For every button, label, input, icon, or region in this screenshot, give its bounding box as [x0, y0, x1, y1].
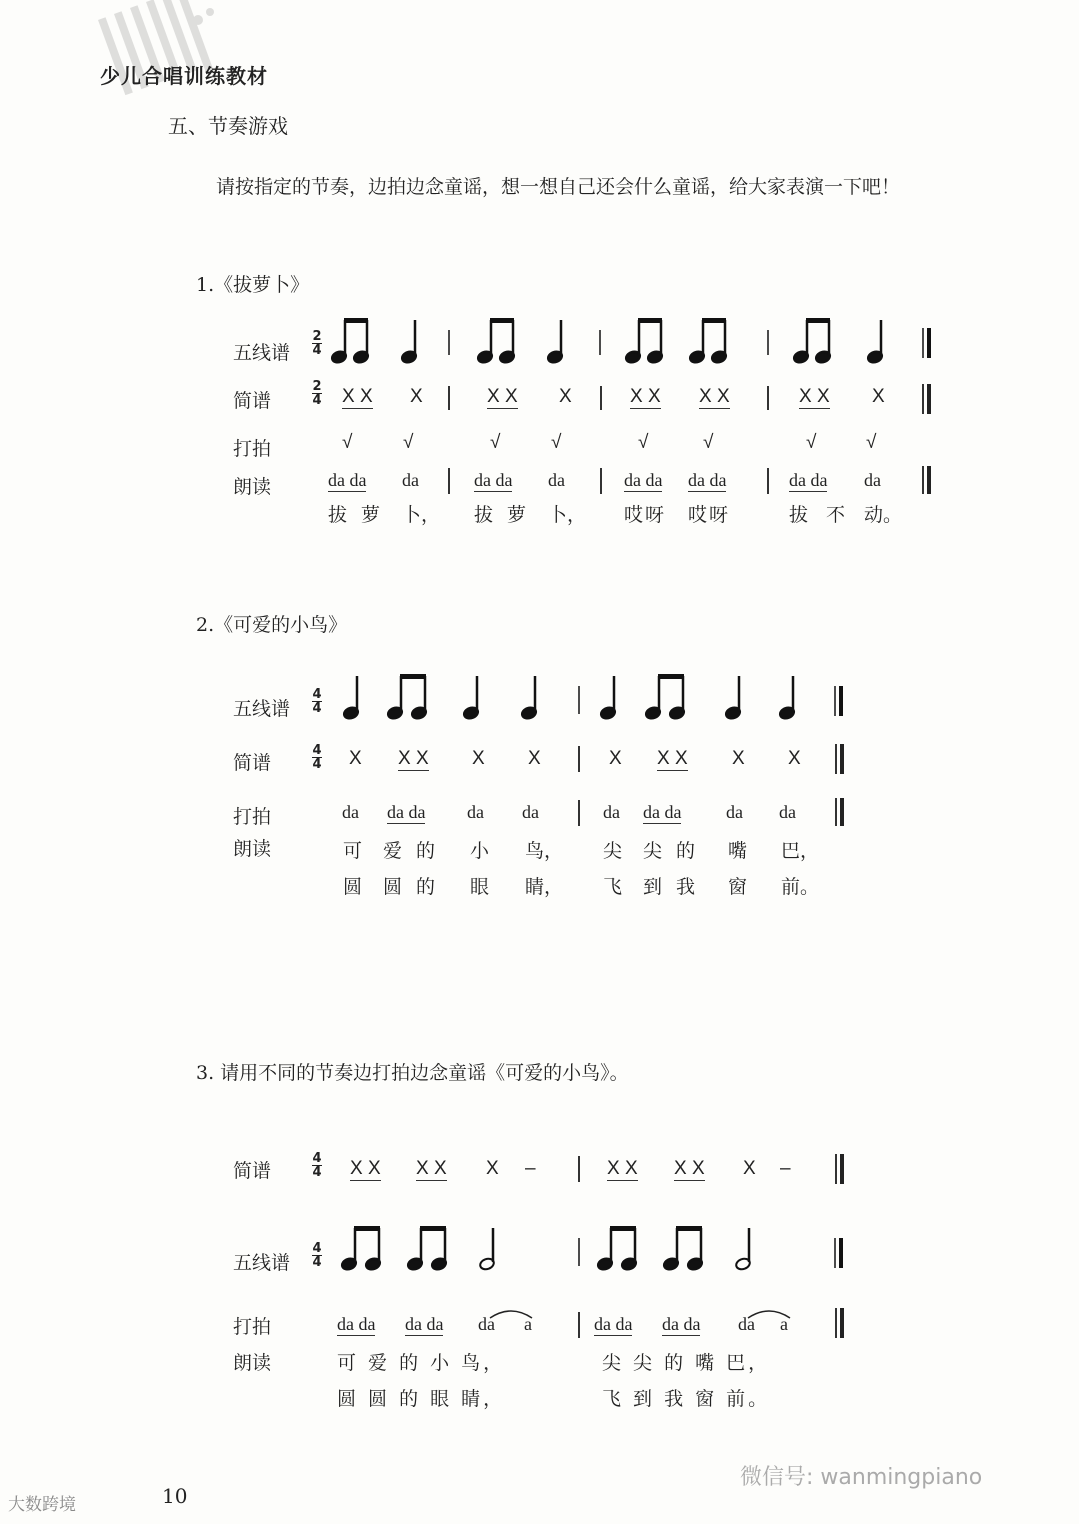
lyric-line: 尖 尖 的 嘴 巴，	[602, 1352, 771, 1374]
jianpu-note: X	[410, 386, 423, 407]
final-barline	[840, 798, 844, 826]
lyric-line: 飞 到 我 窗 前。	[602, 1388, 771, 1410]
syllable: da	[402, 470, 419, 490]
jianpu-note: X	[486, 1158, 499, 1179]
lyric: 可	[343, 840, 363, 862]
page-number: 10	[162, 1484, 188, 1508]
barline	[600, 386, 602, 410]
label-read: 朗读	[233, 1352, 272, 1374]
time-signature: 2 4	[312, 329, 322, 358]
lyric: 尖 的	[643, 840, 700, 862]
jianpu-note: –	[525, 1158, 536, 1179]
syllable: da	[548, 470, 565, 490]
time-signature: 4 4	[312, 687, 322, 716]
barline	[922, 466, 924, 494]
barline	[448, 386, 450, 410]
jianpu-note: X	[788, 748, 801, 769]
syllable: da	[864, 470, 881, 490]
syllable: da	[522, 802, 539, 822]
jianpu-note: X	[872, 386, 885, 407]
jianpu-note: X X	[398, 748, 429, 769]
syllable: a	[524, 1314, 532, 1334]
label-staff: 五线谱	[233, 1252, 291, 1274]
label-read: 朗读	[233, 838, 272, 860]
lyric: 小	[470, 840, 490, 862]
lyric: 睛，	[525, 876, 564, 898]
time-signature: 2 4	[312, 379, 322, 408]
lyric: 巴，	[781, 840, 820, 862]
final-barline	[840, 744, 844, 774]
beat-mark: √	[342, 432, 353, 453]
final-barline	[840, 1308, 844, 1338]
barline	[578, 746, 580, 772]
barline	[578, 800, 580, 826]
time-signature: 4 4	[312, 743, 322, 772]
syllable: da da	[624, 470, 663, 490]
exercise-2-title: 2.《可爱的小鸟》	[196, 614, 348, 636]
syllable: da da	[405, 1314, 444, 1334]
syllable: da	[342, 802, 359, 822]
lyric: 窗	[728, 876, 748, 898]
lyric: 嘴	[728, 840, 748, 862]
syllable: da	[603, 802, 620, 822]
tie-arc	[488, 1306, 534, 1320]
barline	[835, 744, 837, 774]
lyric: 前。	[781, 876, 820, 898]
label-staff: 五线谱	[233, 342, 291, 364]
jianpu-note: X X	[487, 386, 518, 407]
jianpu-note: X X	[607, 1158, 638, 1179]
jianpu-note: X X	[674, 1158, 705, 1179]
lyric: 哎呀	[688, 504, 731, 526]
syllable: da da	[328, 470, 367, 490]
jianpu-note: X X	[630, 386, 661, 407]
watermark-right: 微信号: wanmingpiano	[740, 1465, 983, 1490]
barline	[578, 1156, 580, 1182]
syllable: da	[478, 1314, 495, 1334]
label-beat: 打拍	[233, 438, 272, 460]
barline	[578, 1312, 580, 1338]
lyric: 圆 的	[383, 876, 440, 898]
lyric-line: 可 爱 的 小 鸟，	[337, 1352, 506, 1374]
section-title: 五、节奏游戏	[168, 114, 288, 138]
watermark-left: 大数跨境	[8, 1495, 76, 1515]
final-barline	[840, 1154, 844, 1184]
lyric: 哎呀	[624, 504, 667, 526]
jianpu-note: X	[609, 748, 622, 769]
barline	[835, 1308, 837, 1338]
jianpu-note: X	[743, 1158, 756, 1179]
jianpu-note: X X	[416, 1158, 447, 1179]
lyric: 卜，	[548, 504, 587, 526]
barline	[835, 1154, 837, 1184]
lyric: 爱 的	[383, 840, 440, 862]
jianpu-note: X	[472, 748, 485, 769]
beat-mark: √	[806, 432, 817, 453]
exercise-1-title: 1.《拔萝卜》	[196, 274, 310, 296]
barline	[767, 468, 769, 494]
lyric: 尖	[603, 840, 623, 862]
beat-mark: √	[403, 432, 414, 453]
beat-mark: √	[866, 432, 877, 453]
syllable: da	[467, 802, 484, 822]
syllable: da da	[662, 1314, 701, 1334]
lyric-line: 圆 圆 的 眼 睛，	[337, 1388, 506, 1410]
label-beat: 打拍	[233, 806, 272, 828]
jianpu-note: X X	[342, 386, 373, 407]
rhythm-notes-ex2	[335, 668, 855, 728]
time-signature: 4 4	[312, 1151, 322, 1180]
jianpu-note: X	[559, 386, 572, 407]
barline	[600, 468, 602, 494]
syllable: da	[779, 802, 796, 822]
syllable: da da	[643, 802, 682, 822]
time-signature: 4 4	[312, 1241, 322, 1270]
beat-mark: √	[638, 432, 649, 453]
rhythm-notes-ex3	[335, 1222, 855, 1282]
beat-mark: √	[490, 432, 501, 453]
syllable: da da	[337, 1314, 376, 1334]
lyric: 拔 萝	[474, 504, 531, 526]
lyric: 动。	[864, 504, 903, 526]
exercise-3-title: 3. 请用不同的节奏边打拍边念童谣《可爱的小鸟》。	[196, 1062, 629, 1084]
syllable: da da	[594, 1314, 633, 1334]
label-read: 朗读	[233, 476, 272, 498]
lyric: 圆	[343, 876, 363, 898]
jianpu-note: –	[780, 1158, 791, 1179]
label-staff: 五线谱	[233, 698, 291, 720]
instruction-text: 请按指定的节奏，边拍边念童谣，想一想自己还会什么童谣，给大家表演一下吧！	[216, 176, 901, 198]
label-jianpu: 简谱	[233, 752, 272, 774]
lyric: 拔 萝	[328, 504, 385, 526]
barline	[922, 384, 924, 414]
barline	[767, 386, 769, 410]
lyric: 拔 不	[789, 504, 852, 526]
lyric: 到 我	[643, 876, 700, 898]
tie-arc	[746, 1306, 792, 1320]
label-jianpu: 简谱	[233, 390, 272, 412]
syllable: da da	[474, 470, 513, 490]
beat-mark: √	[703, 432, 714, 453]
label-jianpu: 简谱	[233, 1160, 272, 1182]
jianpu-note: X X	[657, 748, 688, 769]
rhythm-notes-ex1	[325, 310, 945, 370]
piano-keys-decoration	[88, 0, 223, 118]
label-beat: 打拍	[233, 1316, 272, 1338]
syllable: da	[738, 1314, 755, 1334]
book-title: 少儿合唱训练教材	[100, 64, 268, 88]
syllable: da da	[688, 470, 727, 490]
beat-mark: √	[551, 432, 562, 453]
lyric: 眼	[470, 876, 490, 898]
jianpu-note: X X	[699, 386, 730, 407]
barline	[448, 468, 450, 494]
jianpu-note: X	[732, 748, 745, 769]
lyric: 卜，	[402, 504, 441, 526]
lyric: 鸟，	[525, 840, 564, 862]
jianpu-note: X	[349, 748, 362, 769]
jianpu-note: X X	[799, 386, 830, 407]
jianpu-note: X	[528, 748, 541, 769]
jianpu-note: X X	[350, 1158, 381, 1179]
final-barline	[927, 384, 931, 414]
syllable: da da	[789, 470, 828, 490]
lyric: 飞	[603, 876, 623, 898]
syllable: a	[780, 1314, 788, 1334]
barline	[835, 798, 837, 826]
final-barline	[927, 466, 931, 494]
syllable: da	[726, 802, 743, 822]
syllable: da da	[387, 802, 426, 822]
